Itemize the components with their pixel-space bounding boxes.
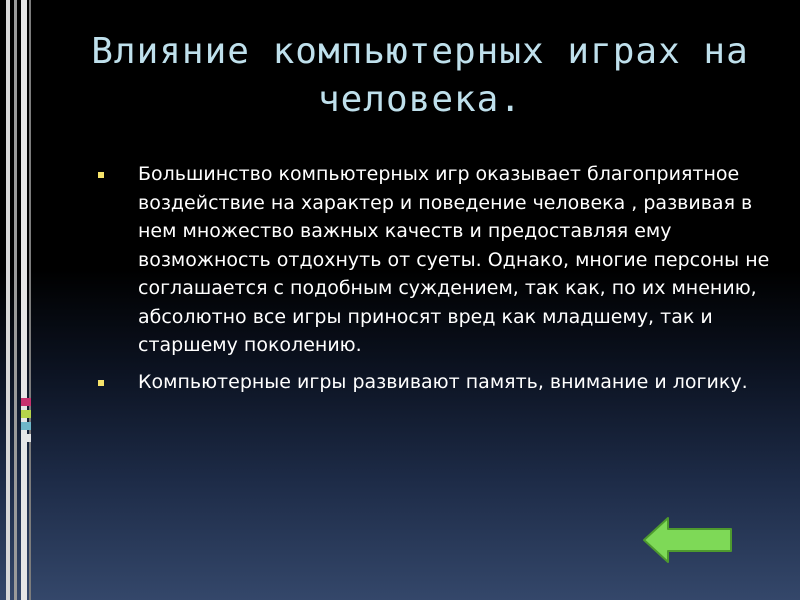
bullet-square-icon (98, 172, 104, 178)
slide-title: Влияние компьютерных играх на человека. (91, 31, 749, 120)
strip-bar (21, 0, 27, 600)
bullet-square-icon (98, 380, 104, 386)
strip-bar (6, 0, 10, 600)
accent-mark (21, 410, 31, 418)
bullet-item (94, 160, 774, 360)
strip-bar (14, 0, 17, 600)
bullet-text: Большинство компьютерных игр оказывает благоприятное воздействие на характер и поведение человека , развивая в нем множество важных качеств и предоставляя ему возможность отдохнуть от суеты. Однако, многие персоны не соглашается с подобным суждением, так как, по их мнению, абсолютно все игры приносят вред как младшему, так и старшему поколению. (138, 163, 770, 356)
back-arrow-button[interactable] (641, 515, 735, 565)
accent-mark (21, 422, 31, 430)
left-decorative-strip (0, 0, 34, 600)
bullet-list (94, 160, 774, 404)
accent-mark (21, 398, 31, 406)
accent-mark (21, 434, 31, 442)
bullet-item (94, 368, 774, 397)
strip-bar (29, 0, 31, 600)
left-arrow-icon (641, 515, 735, 565)
bullet-text: Компьютерные игры развивают память, внимание и логику. (138, 370, 748, 393)
